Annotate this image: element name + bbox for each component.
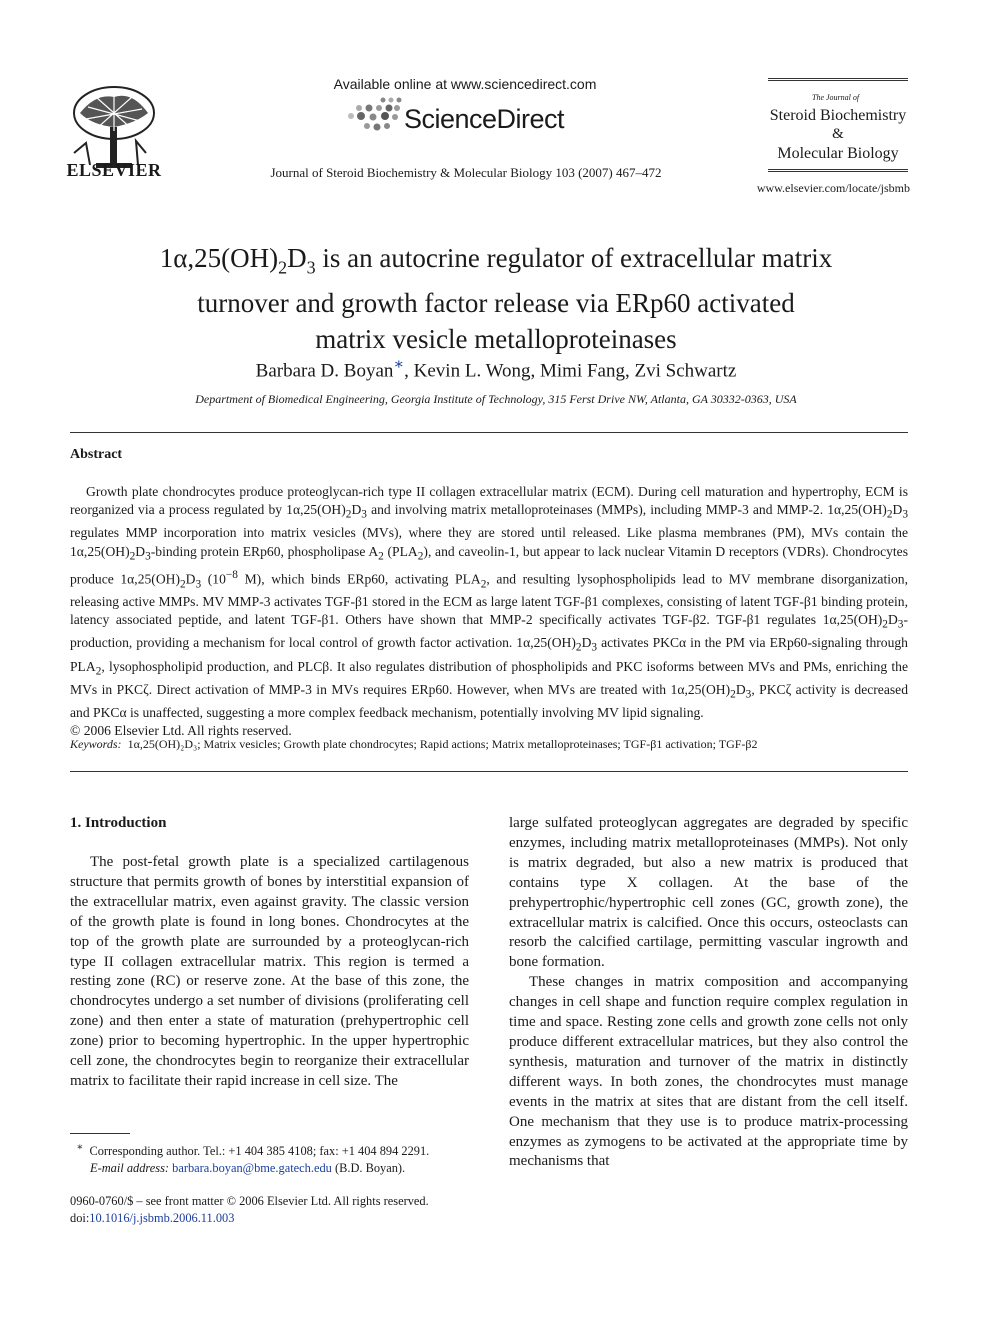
- introduction-heading: 1. Introduction: [70, 815, 167, 831]
- intro-paragraph-2: large sulfated proteoglycan aggregates are degraded by specific enzymes, including matrix metalloproteinases (MMPs). Not only is matrix degraded, but also a new matrix is produced that contains type X collagen. At the base of the prehypertrophic/hypertrophic cell zones (GC, growth zone), the extracellular matrix is calcified. Once this occurs, osteoclasts can resorb the calcified cartilage, permitting vascular ingrowth and bone formation.: [509, 815, 908, 971]
- abstract-body: [70, 483, 908, 740]
- article-title: [96, 240, 896, 357]
- abstract-copyright: © 2006 Elsevier Ltd. All rights reserved.: [70, 722, 292, 738]
- keywords: [70, 737, 908, 752]
- email-label: E-mail address:: [90, 1160, 170, 1175]
- journal-masthead-line2: &: [832, 126, 844, 142]
- journal-citation: Journal of Steroid Biochemistry & Molecular Biology 103 (2007) 467–472: [270, 165, 662, 180]
- author-first: Barbara D. Boyan: [255, 360, 394, 382]
- keywords-label: Keywords:: [70, 737, 122, 751]
- doi-link[interactable]: 10.1016/j.jsbmb.2006.11.003: [89, 1210, 235, 1225]
- keywords-text: 1α,25(OH)₂D₃; Matrix vesicles; Growth plate chondrocytes; Rapid actions; Matrix metalloproteinases; TGF-β1 activation; TGF-β2: [127, 737, 758, 751]
- title-sub3: 3: [306, 257, 316, 278]
- title-rest-line1: is an autocrine regulator of extracellular matrix: [315, 243, 833, 273]
- front-matter: [70, 1193, 490, 1226]
- journal-url-link[interactable]: www.elsevier.com/locate/jsbmb: [756, 181, 910, 195]
- doi-line: [70, 1210, 490, 1227]
- email-suffix: (B.D. Boyan).: [334, 1160, 406, 1175]
- footnote: [70, 1140, 490, 1176]
- footnote-corresponding: [70, 1140, 490, 1160]
- abstract-heading: Abstract: [70, 447, 123, 462]
- available-online-text: Available online at www.sciencedirect.com: [333, 76, 597, 92]
- affiliation: Department of Biomedical Engineering, Georgia Institute of Technology, 315 Ferst Drive NW, Atlanta, GA 30332-0363, USA: [195, 392, 797, 406]
- issn-line: 0960-0760/$ – see front matter © 2006 Elsevier Ltd. All rights reserved.: [70, 1194, 429, 1208]
- title-line3: matrix vesicle metalloproteinases: [315, 324, 677, 355]
- divider-bottom: [70, 771, 908, 772]
- journal-masthead-box: [768, 78, 908, 172]
- abstract-text: Growth plate chondrocytes produce proteoglycan-rich type II collagen extracellular matrix (ECM). During cell maturation and hypertrophy, ECM is reorganized via a process regulated by $1\alpha,25(OH)_2D_3$ and involving matrix metalloproteinases (MMPs), including MMP-3 and MMP-2. $1\alpha,25(OH)_2D_3$ regulates MMP incorporation into matrix vesicles (MVs), where they are stored until released. Like plasma membranes (PM), MVs contain the $1\alpha,25(OH)_2D_3$-binding protein ERp60, phospholipase $A_2$ $(PLA_2)$, and caveolin-1, but appear to lack nuclear Vitamin D receptors (VDRs). Chondrocytes produce $1\alpha,25(OH)_2D_3$ ($10^{-8}$ M), which binds ERp60, activating $PLA_2$, and resulting lysophospholipids lead to MV membrane disorganization, releasing active MMPs. MV MMP-3 activates TGF-β1 stored in the ECM as large latent TGF-β1 complexes, consisting of latent TGF-β1 binding protein, latency associated peptide, and latent TGF-β1. Others have shown that MMP-2 specifically activates TGF-β2. TGF-β1 regulates $1\alpha,25(OH)_2D_3$-production, providing a mechanism for local control of growth factor activation. $1\alpha,25(OH)_2D_3$ activates PKCα in the PM via ERp60-signaling through $PLA_2$, lysophospholipid production, and PLCβ. It also regulates distribution of phospholipids and PKC isoforms between MVs and PMs, enriching the MVs in PKCζ. Direct activation of MMP-3 in MVs requires ERp60. However, when MVs are treated with $1\alpha,25(OH)_2D_3$, PKCζ activity is decreased and PKCα is unaffected, suggesting a more complex feedback mechanism, potentially involving MV lipid signaling.: [70, 484, 909, 720]
- author-rest: , Kevin L. Wong, Mimi Fang, Zvi Schwartz: [404, 360, 737, 382]
- footnote-email-line: [70, 1160, 490, 1177]
- journal-masthead-line3: Molecular Biology: [777, 145, 899, 162]
- email-link[interactable]: barbara.boyan@bme.gatech.edu: [172, 1160, 332, 1175]
- journal-masthead-small: The Journal of: [812, 93, 860, 102]
- right-column: [509, 814, 908, 1172]
- sciencedirect-wordmark: ScienceDirect: [404, 104, 565, 134]
- elsevier-wordmark: ELSEVIER: [66, 160, 162, 180]
- corresponding-author-link[interactable]: ∗: [393, 356, 405, 373]
- title-sub2: 2: [278, 257, 288, 278]
- title-lead: 1α,25(OH): [159, 243, 279, 273]
- title-line2: turnover and growth factor release via ERp60 activated: [197, 288, 795, 319]
- footnote-contact: Corresponding author. Tel.: +1 404 385 4108; fax: +1 404 894 2291.: [89, 1144, 430, 1159]
- footnote-divider: [70, 1133, 130, 1134]
- divider-top: [70, 432, 908, 433]
- intro-paragraph-3: These changes in matrix composition and accompanying changes in cell shape and function require complex regulation in time and space. Resting zone cells and growth zone cells not only produce different extracellular matrices, but they also control the synthesis, maturation and turnover of the matrix in distinctly different ways. In both zones, the chondrocytes must manage events in the matrix at sites that are distant from the cell itself. One mechanism that they use is to produce matrix-processing enzymes as zymogens to be activated at the appropriate time by mechanisms that: [509, 974, 908, 1170]
- title-mid: D: [287, 243, 307, 273]
- journal-masthead-line1: Steroid Biochemistry: [769, 107, 907, 124]
- left-column: [70, 853, 469, 1092]
- doi-label: doi:: [70, 1210, 90, 1225]
- intro-paragraph-1: The post-fetal growth plate is a specialized cartilagenous structure that permits growth of bones by interstitial expansion of the extracellular matrix, even against gravity. The classic version of the growth plate is found in long bones. Chondrocytes at the top of the growth plate are surrounded by a proteoglycan-rich type II collagen extracellular matrix. This region is termed a resting zone (RC) or reserve zone. At the base of this zone, the chondrocytes undergo a set number of divisions (proliferating cell zone) and then enter a state of maturation (prehypertrophic cell zone) prior to becoming hypertrophic. In the upper hypertrophic cell zone, the chondrocytes begin to reorganize their extracellular matrix to facilitate their rapid increase in cell size. The: [70, 854, 469, 1089]
- footnote-star: ∗: [76, 1142, 84, 1153]
- author-list: [96, 354, 896, 382]
